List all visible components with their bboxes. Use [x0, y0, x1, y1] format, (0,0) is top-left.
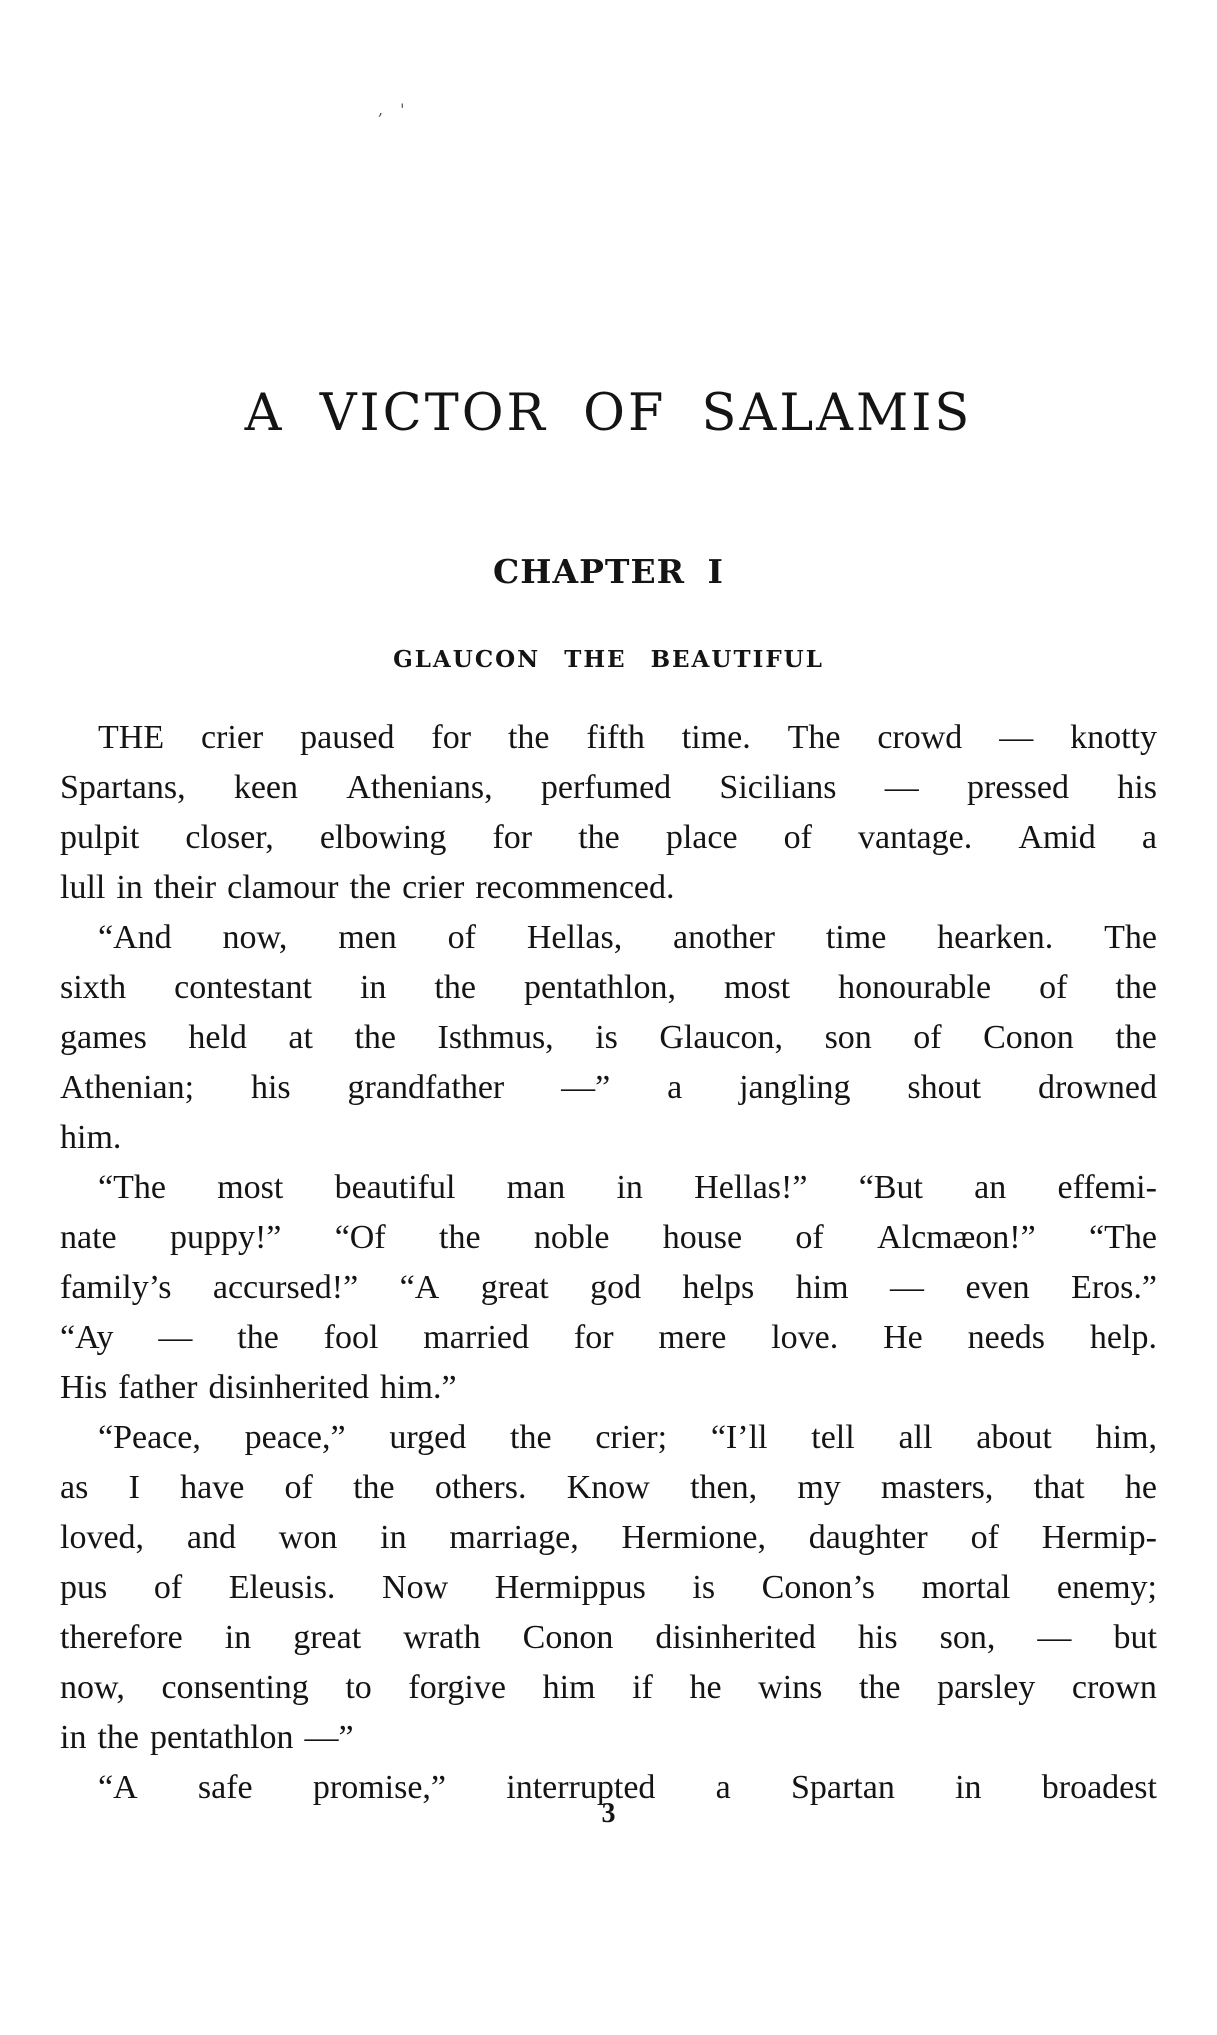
text-word: —” [561, 1069, 611, 1106]
text-line [60, 763, 1157, 813]
text-word: now, [222, 919, 288, 956]
text-word: Glaucon, [659, 1019, 784, 1056]
text-word: “And [98, 919, 172, 956]
text-line [60, 813, 1157, 863]
text-line [60, 1513, 1157, 1563]
text-word: clamour [227, 869, 339, 906]
text-word: mere [658, 1319, 727, 1356]
text-word: of [153, 1569, 183, 1606]
text-word: crowd [877, 719, 963, 756]
text-word: Athenians, [346, 769, 493, 806]
text-word: married [423, 1319, 530, 1356]
page-number: 3 [601, 1798, 616, 1829]
text-word: mortal [921, 1569, 1011, 1606]
text-word: pressed [967, 769, 1069, 806]
text-word: of [970, 1519, 999, 1556]
text-word: but [1113, 1619, 1157, 1656]
text-word: of [913, 1019, 942, 1056]
chapter-heading: CHAPTER I [493, 552, 724, 591]
text-word: puppy!” [169, 1219, 282, 1256]
text-word: shout [907, 1069, 982, 1106]
text-word: my [797, 1469, 841, 1506]
text-word: in [616, 1169, 643, 1206]
text-word: if [632, 1669, 653, 1706]
text-word: that [1033, 1469, 1085, 1506]
text-word: Hellas, [526, 919, 623, 956]
text-word: son [824, 1019, 872, 1056]
text-word: paused [300, 719, 395, 756]
text-word: consenting [161, 1669, 309, 1706]
text-word: disinherited [655, 1619, 816, 1656]
text-word: drowned [1038, 1069, 1157, 1106]
text-word: god [590, 1269, 642, 1306]
text-line [60, 1013, 1157, 1063]
text-word: is [692, 1569, 716, 1606]
text-word: closer, [185, 819, 274, 856]
text-word: a [715, 1769, 731, 1806]
text-word: vantage. [858, 819, 973, 856]
text-word: promise,” [312, 1769, 447, 1806]
text-word: the [439, 1219, 481, 1256]
text-word: him [795, 1269, 849, 1306]
text-word: the [237, 1319, 279, 1356]
text-word: a [667, 1069, 683, 1106]
text-word: jangling [739, 1069, 851, 1106]
text-word: Athenian; [60, 1069, 195, 1106]
text-word: — [884, 769, 919, 806]
text-word: Hermione, [621, 1519, 766, 1556]
text-word: — [999, 719, 1034, 756]
text-line [60, 1113, 1157, 1163]
text-word: Conon [983, 1019, 1074, 1056]
text-word: forgive [408, 1669, 506, 1706]
text-word: the [1115, 1019, 1157, 1056]
text-word: crier; [595, 1419, 668, 1456]
text-word: —” [304, 1719, 354, 1756]
text-word: place [665, 819, 738, 856]
text-word: pentathlon, [523, 969, 676, 1006]
text-word: tell [811, 1419, 855, 1456]
text-word: pus [60, 1569, 108, 1606]
text-word: others. [434, 1469, 527, 1506]
text-word: peace,” [244, 1419, 346, 1456]
text-word: their [153, 869, 217, 906]
text-word: help. [1089, 1319, 1157, 1356]
text-word: the [858, 1669, 901, 1706]
text-word: daughter [808, 1519, 928, 1556]
text-word: the [354, 1019, 396, 1056]
text-word: the [353, 1469, 395, 1506]
text-word: keen [233, 769, 299, 806]
text-word: the [1115, 969, 1157, 1006]
text-word: Hermippus [494, 1569, 646, 1606]
text-word: held [188, 1019, 247, 1056]
chapter-body-text [60, 713, 1157, 1813]
text-word: pulpit [60, 819, 140, 856]
text-word: helps [682, 1269, 755, 1306]
text-word: now, [60, 1669, 125, 1706]
text-word: him, [1095, 1419, 1157, 1456]
text-word: of [447, 919, 476, 956]
text-word: about [976, 1419, 1052, 1456]
text-word: him [542, 1669, 596, 1706]
text-word: parsley [937, 1669, 1036, 1706]
text-line [60, 1263, 1157, 1313]
text-word: masters, [881, 1469, 994, 1506]
text-word: Know [566, 1469, 650, 1506]
text-word: Isthmus, [437, 1019, 554, 1056]
text-word: in [116, 869, 143, 906]
text-word: Hermip- [1041, 1519, 1157, 1556]
text-word: Hellas!” [694, 1169, 808, 1206]
text-word: lull [60, 869, 106, 906]
text-word: to [345, 1669, 372, 1706]
text-word: therefore [60, 1619, 183, 1656]
text-word: “A [98, 1769, 138, 1806]
text-line [60, 1213, 1157, 1263]
text-word: Alcmæon!” [877, 1219, 1036, 1256]
text-word: Eleusis. [228, 1569, 336, 1606]
text-line [60, 863, 1157, 913]
text-word: knotty [1070, 719, 1157, 756]
text-word: most [724, 969, 791, 1006]
text-word: great [293, 1619, 362, 1656]
text-word: the [349, 869, 392, 906]
text-word: contestant [174, 969, 312, 1006]
text-word: “But [858, 1169, 923, 1206]
text-line [60, 1063, 1157, 1113]
text-word: pentathlon [150, 1719, 294, 1756]
chapter-subtitle: GLAUCON THE BEAUTIFUL [393, 646, 824, 673]
text-line [60, 1163, 1157, 1213]
text-word: for [573, 1319, 614, 1356]
text-word: His [60, 1369, 108, 1406]
text-word: Conon’s [761, 1569, 875, 1606]
text-word: another [673, 919, 775, 956]
text-word: in [224, 1619, 252, 1656]
text-line [60, 963, 1157, 1013]
text-word: perfumed [540, 769, 672, 806]
text-word: nate [60, 1219, 117, 1256]
text-word: man [506, 1169, 566, 1206]
text-word: The [787, 719, 841, 756]
text-word: Conon [522, 1619, 614, 1656]
text-word: “The [98, 1169, 166, 1206]
text-line [60, 1363, 1157, 1413]
text-word: needs [967, 1319, 1046, 1356]
text-word: Spartans, [60, 769, 186, 806]
text-word: “I’ll [710, 1419, 768, 1456]
text-word: him.” [380, 1369, 457, 1406]
text-word: Sicilians [719, 769, 837, 806]
text-word: and [186, 1519, 236, 1556]
text-word: have [180, 1469, 245, 1506]
text-word: noble [533, 1219, 610, 1256]
text-word: accursed!” [212, 1269, 359, 1306]
text-word: won [278, 1519, 338, 1556]
text-word: enemy; [1056, 1569, 1157, 1606]
text-word: Eros.” [1071, 1269, 1157, 1306]
text-word: in [60, 1719, 87, 1756]
text-word: the [510, 1419, 552, 1456]
text-word: Amid [1018, 819, 1096, 856]
text-word: time [825, 919, 887, 956]
text-line [60, 1463, 1157, 1513]
text-line [60, 1563, 1157, 1613]
text-word: broadest [1041, 1769, 1157, 1806]
text-word: honourable [838, 969, 992, 1006]
text-word: elbowing [319, 819, 447, 856]
text-word: as [60, 1469, 89, 1506]
text-word: marriage, [449, 1519, 579, 1556]
text-word: recommenced. [475, 869, 675, 906]
text-word: of [783, 819, 812, 856]
text-word: his [857, 1619, 898, 1656]
text-line [60, 1663, 1157, 1713]
text-word: — [158, 1319, 193, 1356]
text-word: crier [200, 719, 264, 756]
text-word: games [60, 1019, 147, 1056]
text-word: “Ay [60, 1319, 114, 1356]
text-word: then, [690, 1469, 758, 1506]
text-word: “Of [334, 1219, 386, 1256]
text-word: “Peace, [98, 1419, 201, 1456]
text-word: “The [1089, 1219, 1157, 1256]
text-word: time. [681, 719, 751, 756]
text-line [60, 713, 1157, 763]
text-word: loved, [60, 1519, 145, 1556]
text-word: fifth [586, 719, 645, 756]
text-word: — [1037, 1619, 1072, 1656]
text-word: interrupted [506, 1769, 656, 1806]
text-word: great [480, 1269, 549, 1306]
text-word: He [883, 1319, 923, 1356]
text-word: urged [389, 1419, 467, 1456]
text-word: a [1141, 819, 1157, 856]
text-word: Now [382, 1569, 449, 1606]
page-speck: , ' [378, 100, 411, 119]
text-word: fool [323, 1319, 379, 1356]
text-word: crier [402, 869, 465, 906]
text-word: the [97, 1719, 139, 1756]
text-word: of [1039, 969, 1068, 1006]
text-word: men [338, 919, 397, 956]
text-word: him. [60, 1119, 122, 1156]
text-line [60, 1613, 1157, 1663]
text-word: wins [758, 1669, 823, 1706]
text-word: the [507, 719, 550, 756]
text-word: of [284, 1469, 313, 1506]
text-word: he [1124, 1469, 1157, 1506]
text-word: I [128, 1469, 140, 1506]
text-word: the [434, 969, 476, 1006]
text-line [60, 1313, 1157, 1363]
text-word: THE [98, 719, 165, 756]
text-word: all [898, 1419, 933, 1456]
text-word: safe [197, 1769, 253, 1806]
text-word: his [250, 1069, 291, 1106]
text-word: crown [1071, 1669, 1157, 1706]
text-line [60, 1713, 1157, 1763]
text-word: an [974, 1169, 1007, 1206]
text-word: in [359, 969, 387, 1006]
text-word: even [965, 1269, 1030, 1306]
text-line [60, 1413, 1157, 1463]
text-word: wrath [403, 1619, 481, 1656]
text-word: The [1104, 919, 1157, 956]
text-word: is [595, 1019, 618, 1056]
text-word: — [890, 1269, 925, 1306]
text-word: hearken. [937, 919, 1054, 956]
text-word: grandfather [347, 1069, 505, 1106]
text-word: effemi- [1057, 1169, 1157, 1206]
text-word: his [1117, 769, 1157, 806]
text-word: of [795, 1219, 824, 1256]
text-word: at [288, 1019, 313, 1056]
text-line [60, 913, 1157, 963]
text-word: the [578, 819, 620, 856]
text-word: family’s [60, 1269, 172, 1306]
text-word: house [662, 1219, 743, 1256]
text-word: in [380, 1519, 407, 1556]
text-word: in [955, 1769, 982, 1806]
text-word: love. [771, 1319, 839, 1356]
text-word: son, [939, 1619, 996, 1656]
text-word: for [431, 719, 472, 756]
text-word: he [689, 1669, 722, 1706]
text-word: most [217, 1169, 284, 1206]
text-word: disinherited [208, 1369, 370, 1406]
text-word: sixth [60, 969, 127, 1006]
text-word: for [492, 819, 533, 856]
text-word: father [118, 1369, 198, 1406]
book-title: A VICTOR OF SALAMIS [244, 384, 973, 443]
text-word: “A [399, 1269, 440, 1306]
text-word: Spartan [790, 1769, 895, 1806]
text-word: beautiful [334, 1169, 456, 1206]
